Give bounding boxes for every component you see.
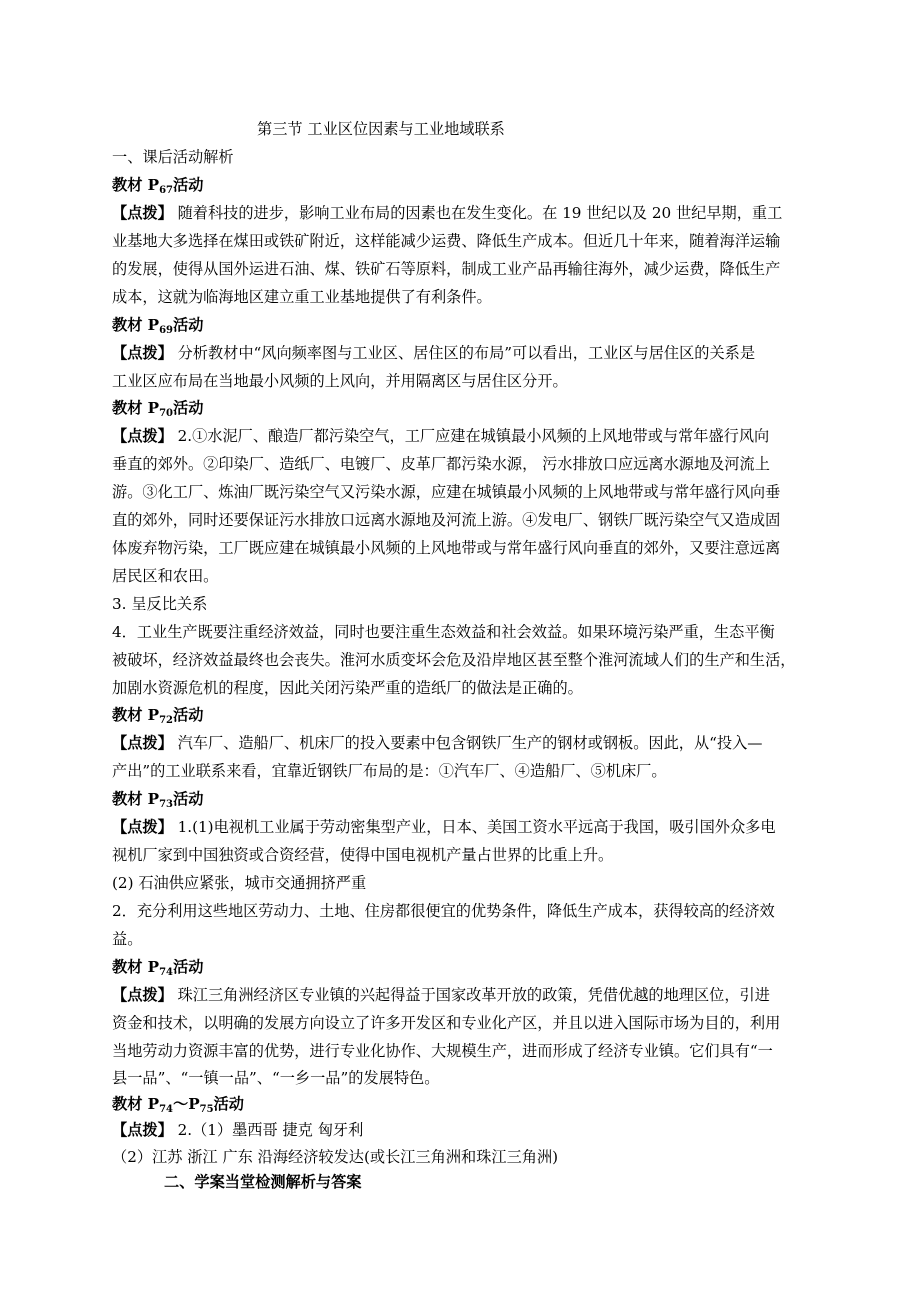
activity-heading-p67: 教材 $P_{67}$活动 — [112, 176, 204, 195]
paragraph-line: 4．工业生产既要注重经济效益，同时也要注重生态效益和社会效益。如果环境污染严重，生态平衡 — [112, 623, 775, 641]
activity-heading-p72: 教材 $P_{72}$活动 — [112, 706, 204, 725]
paragraph-line: （2）江苏 浙江 广东 沿海经济较发达(或长江三角洲和珠江三角洲) — [112, 1148, 559, 1166]
paragraph-line: 产出”的工业联系来看，宜靠近钢铁厂布局的是：①汽车厂、④造船厂、⑤机床厂。 — [112, 762, 667, 780]
hint-tag: 【点拨】 — [112, 1121, 173, 1139]
paragraph-line: 【点拨】 汽车厂、造船厂、机床厂的投入要素中包含钢铁厂生产的钢材或钢板。因此，从“投入— — [112, 734, 763, 752]
paragraph-line: 【点拨】 随着科技的进步，影响工业布局的因素也在发生变化。在 19 世纪以及 20 世纪早期，重工 — [112, 204, 783, 222]
paragraph-line: 2．充分利用这些地区劳动力、土地、住房都很便宜的优势条件，降低生产成本，获得较高的经济效 — [112, 902, 775, 920]
paragraph-line: 加剧水资源危机的程度，因此关闭污染严重的造纸厂的做法是正确的。 — [112, 679, 583, 697]
section-heading-1: 一、课后活动解析 — [112, 148, 234, 166]
paragraph-line: 当地劳动力资源丰富的优势，进行专业化协作、大规模生产，进而形成了经济专业镇。它们具有“一 — [112, 1042, 773, 1060]
paragraph-line: 3. 呈反比关系 — [112, 595, 208, 613]
paragraph-line: 业基地大多选择在煤田或铁矿附近，这样能减少运费、降低生产成本。但近几十年来，随着海洋运输 — [112, 232, 781, 250]
paragraph-line: 被破坏，经济效益最终也会丧失。淮河水质变坏会危及沿岸地区甚至整个淮河流域人们的生产和生活， — [112, 651, 796, 669]
hint-tag: 【点拨】 — [112, 818, 173, 836]
section-heading-2: 二、学案当堂检测解析与答案 — [164, 1173, 362, 1191]
paragraph-line: 游。③化工厂、炼油厂既污染空气又污染水源，应建在城镇最小风频的上风地带或与常年盛行风向垂 — [112, 483, 781, 501]
hint-tag: 【点拨】 — [112, 344, 173, 362]
paragraph-line: 【点拨】 分析教材中“风向频率图与工业区、居住区的布局”可以看出，工业区与居住区的关系是 — [112, 344, 756, 362]
paragraph-line: 的发展，使得从国外运进石油、煤、铁矿石等原料，制成工业产品再输往海外，减少运费，降低生产 — [112, 260, 781, 278]
paragraph-line: 直的郊外，同时还要保证污水排放口远离水源地及河流上游。④发电厂、钢铁厂既污染空气又造成固 — [112, 511, 781, 529]
activity-heading-p74: 教材 $P_{74}$活动 — [112, 958, 204, 977]
paragraph-line: 资金和技术，以明确的发展方向设立了许多开发区和专业化产区，并且以进入国际市场为目的，利用 — [112, 1014, 781, 1032]
activity-heading-p74-p75: 教材 $P_{74}\sim P_{75}$活动 — [112, 1095, 244, 1114]
hint-tag: 【点拨】 — [112, 986, 173, 1004]
activity-heading-p70: 教材 $P_{70}$活动 — [112, 399, 204, 418]
paragraph-line: 益。 — [112, 930, 143, 948]
hint-tag: 【点拨】 — [112, 734, 173, 752]
activity-heading-p73: 教材 $P_{73}$活动 — [112, 790, 204, 809]
paragraph-line: 【点拨】 1.(1)电视机工业属于劳动密集型产业，日本、美国工资水平远高于我国，吸引国外众多电 — [112, 818, 776, 836]
paragraph-line: 居民区和农田。 — [112, 567, 219, 585]
activity-heading-p69: 教材 $P_{69}$活动 — [112, 316, 204, 335]
hint-tag: 【点拨】 — [112, 204, 173, 222]
page-title: 第三节 工业区位因素与工业地域联系 — [257, 120, 505, 138]
paragraph-line: 视机厂家到中国独资或合资经营，使得中国电视机产量占世界的比重上升。 — [112, 846, 614, 864]
paragraph-line: 【点拨】 2.（1）墨西哥 捷克 匈牙利 — [112, 1121, 364, 1139]
hint-tag: 【点拨】 — [112, 427, 173, 445]
paragraph-line: 【点拨】 2.①水泥厂、酿造厂都污染空气，工厂应建在城镇最小风频的上风地带或与常年盛行风向 — [112, 427, 770, 445]
paragraph-line: 【点拨】 珠江三角洲经济区专业镇的兴起得益于国家改革开放的政策，凭借优越的地理区位，引进 — [112, 986, 770, 1004]
paragraph-line: 垂直的郊外。②印染厂、造纸厂、电镀厂、皮革厂都污染水源， 污水排放口应远离水源地及河流上 — [112, 455, 770, 473]
paragraph-line: 成本，这就为临海地区建立重工业基地提供了有利条件。 — [112, 288, 492, 306]
paragraph-line: 县一品”、“一镇一品”、“一乡一品”的发展特色。 — [112, 1069, 440, 1087]
paragraph-line: 工业区应布局在当地最小风频的上风向，并用隔离区与居住区分开。 — [112, 372, 568, 390]
paragraph-line: (2) 石油供应紧张，城市交通拥挤严重 — [112, 874, 367, 892]
paragraph-line: 体废弃物污染，工厂既应建在城镇最小风频的上风地带或与常年盛行风向垂直的郊外，又要注意远离 — [112, 539, 781, 557]
